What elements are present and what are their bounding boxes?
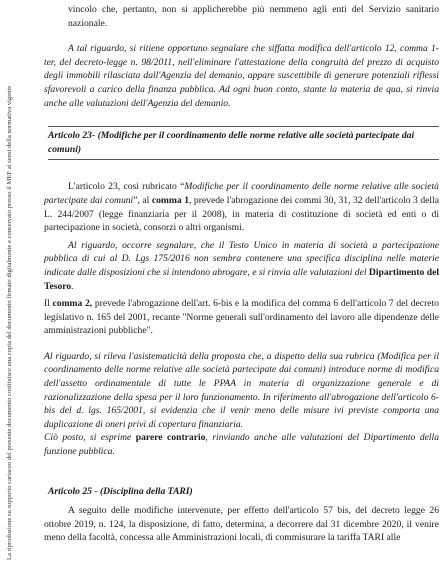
paragraph-testo-unico-remark: Al riguardo, occorre segnalare, che il Testo Unico in materia di società a partecipazione pubblica di cui al D. Lgs 175/2016 non sembra contenere una specifica disciplina nelle materie indicate dalle disposizioni che si intendono abrogare, e si rinvia alle valutazioni del Dipartimento del Tesoro. [44, 239, 440, 292]
archival-side-note: La riproduzione su supporto cartaceo del presente documento costituisce una copia del documento firmato digitalmente e conservato presso il MEF ai sensi della normativa vigente [6, 85, 13, 560]
paragraph-article-12-remark: A tal riguardo, si ritiene opportuno segnalare che siffatta modifica dell'articolo 12, comma 1-ter, del decreto-legge n. 98/2011, nell'eliminare l'attestazione della congruità del prezzo di acquisto degli immobili rilasciata dall'Agenzia del demanio, appare suscettibile di generare potenziali riflessi sfavorevoli a carico della finanza pubblica. Ad ogni buon conto, stante la materia de qua, si rinvia anche alle valutazioni dell'Agenzia del demanio. [44, 43, 439, 109]
heading-article-25: Articolo 25 - (Disciplina della TARI) [48, 485, 193, 497]
paragraph-parere: Ciò posto, si esprime parere contrario, rinviando anche alle valutazioni del Dipartimento della funzione pubblica. [44, 432, 440, 458]
paragraph-comma-2: Il comma 2, prevede l'abrogazione dell'art. 6-bis e la modifica del comma 6 dell'articolo 7 del decreto legislativo n. 165 del 2001, recante "Norme generali sull'ordinamento del lavoro alle dipendenze delle amministrazioni pubbliche". [44, 298, 439, 337]
paragraph-article-25-intro: A seguito delle modifiche intervenute, per effetto dell'articolo 57 bis, del decreto legge 26 ottobre 2019, n. 124, la disposizione, di fatto, determina, a decorrere dal 31 dicembre 2020, il venire meno della facoltà, concessa alle Amministrazioni locali, di commisurare la tariffa TARI alle [44, 505, 439, 544]
paragraph-continuation: vincolo che, pertanto, non si applicherebbe più nemmeno agli enti del Servizio sanitario nazionale. [68, 4, 439, 29]
heading-article-23: Articolo 23- (Modifiche per il coordinamento delle norme relative alle società partecipate dai comuni) [48, 126, 439, 160]
paragraph-article-23-intro: L'articolo 23, così rubricato “Modifiche per il coordinamento delle norme relative alle società partecipate dai comuni”, al comma 1, prevede l'abrogazione dei commi 30, 31, 32 dell'articolo 3 della L. 244/2007 (legge finanziaria per il 2008), in materia di costituzione di società ed enti o di partecipazione in società, consorzi o altri organismi. [44, 181, 439, 234]
paragraph-asistematicita-remark: Al riguardo, si rileva l'asistematicità della proposta che, a dispetto della sua rubrica (Modifica per il coordinamento delle norme relative alle società partecipate dai comuni) introduce norme di modifica dell'assetto ordinamentale di tutte le PPAA in materia di organizzazione generale e di razionalizzazione della spesa per il loro funzionamento. In riferimento all'abrogazione dell'articolo 6-bis del d. lgs. 165/2001, si evidenzia che il venir meno delle misure ivi previste comporta una duplicazione di oneri privi di copertura finanziaria. [44, 350, 439, 430]
document-body [44, 0, 439, 545]
